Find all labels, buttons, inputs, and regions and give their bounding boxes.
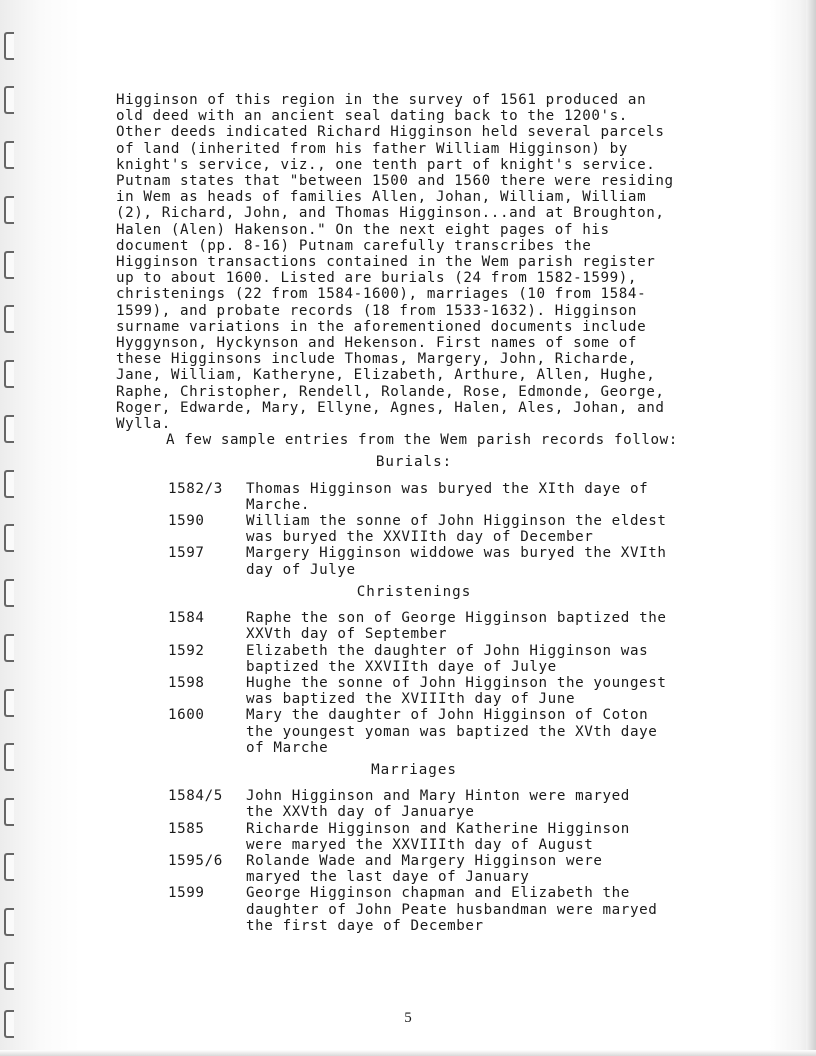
body-paragraph: Higginson of this region in the survey of 1561 produced an old deed with an ancient seal dating back to the 1200's. Other deeds indicated Richard Higginson held several parcels of land (inherited from his father William Higginson) by knight's service, viz., one tenth part of knight's service. Putnam states that "between 1500 and 1560 there were residing in Wem as heads of families Allen, Johan, William, William (2), Richard, John, and Thomas Higginson...and at Broughton, Halen (Alen) Hakenson." On the next eight pages of his document (pp. 8-16) Putnam carefully transcribes the Higginson transactions contained in the Wem parish register up to about 1600. Listed are burials (24 from 1582-1599), christenings (22 from 1584-1600), marriages (10 from 1584- 1599), and probate records (18 from 1533-1632). Higginson surname variations in the aforementioned documents include Hyggynson, Hyckynson and Hekenson. First names of some of these Higginsons include Thomas, Margery, John, Richarde, Jane, William, Katheryne, Elizabeth, Arthure, Allen, Hughe, Raphe, Christopher, Rendell, Rolande, Rose, Edmonde, George, Roger, Edwarde, Mary, Ellyne, Agnes, Halen, Ales, Johan, and Wylla. — [116, 92, 674, 433]
record-year: 1585 — [168, 820, 205, 837]
record-year: 1584 — [168, 610, 205, 627]
binder-hole — [4, 32, 14, 60]
record-text: George Higginson chapman and Elizabeth the daughter of John Peate husbandman were maryed the first daye of December — [246, 885, 658, 934]
binder-hole — [4, 141, 14, 169]
binder-hole — [4, 305, 14, 333]
section-heading-christenings: Christenings — [356, 583, 472, 600]
record-entry — [116, 513, 712, 545]
page-right-edge — [806, 0, 816, 1056]
record-entry — [116, 545, 712, 577]
record-text: Rolande Wade and Margery Higginson were maryed the last daye of January — [246, 852, 603, 886]
record-entry — [116, 788, 712, 820]
record-entry — [116, 821, 712, 853]
record-text: John Higginson and Mary Hinton were maryed the XXVth day of Januarye — [246, 788, 630, 821]
section-heading-burials: Burials: — [375, 454, 453, 471]
page-bottom-edge — [0, 1050, 816, 1056]
record-entry — [116, 675, 712, 707]
record-text: Margery Higginson widdowe was buryed the XVIth day of Julye — [246, 545, 667, 578]
record-year: 1598 — [168, 674, 205, 691]
document-body — [116, 92, 712, 934]
binder-hole — [4, 524, 14, 552]
binder-hole — [4, 579, 14, 607]
record-entry — [116, 707, 712, 756]
christenings-section — [116, 584, 712, 756]
binder-hole — [4, 798, 14, 826]
record-entry — [116, 481, 712, 513]
record-entry — [116, 610, 712, 642]
record-text: Hughe the sonne of John Higginson the youngest was baptized the XVIIIth day of June — [246, 674, 667, 708]
record-year: 1590 — [168, 513, 205, 530]
record-year: 1584/5 — [168, 788, 223, 805]
binder-hole — [4, 196, 14, 224]
record-entry — [116, 853, 712, 885]
record-year: 1582/3 — [168, 480, 223, 497]
record-text: Mary the daughter of John Higginson of Coton the youngest yoman was baptized the XVth daye of Marche — [246, 707, 658, 756]
record-year: 1592 — [168, 642, 205, 659]
intro-line: A few sample entries from the Wem parish records follow: — [166, 432, 678, 449]
record-text: Elizabeth the daughter of John Higginson was baptized the XXVIIth daye of Julye — [246, 642, 649, 675]
binder-holes — [4, 0, 24, 1056]
section-heading-marriages: Marriages — [371, 761, 457, 778]
record-year: 1595/6 — [168, 852, 223, 869]
binder-hole — [4, 470, 14, 498]
record-text: William the sonne of John Higginson the eldest was buryed the XXVIIth day of December — [246, 513, 667, 546]
binder-hole — [4, 908, 14, 936]
record-entry — [116, 643, 712, 675]
record-text: Thomas Higginson was buryed the XIth daye of Marche. — [246, 480, 649, 513]
binder-hole — [4, 360, 14, 388]
binder-hole — [4, 689, 14, 717]
marriages-section — [116, 762, 712, 934]
record-text: Raphe the son of George Higginson baptized the XXVth day of September — [246, 610, 667, 643]
record-entry — [116, 885, 712, 934]
binder-hole — [4, 634, 14, 662]
binder-hole — [4, 962, 14, 990]
binder-hole — [4, 86, 14, 114]
binder-hole — [4, 415, 14, 443]
binder-hole — [4, 853, 14, 881]
binder-hole — [4, 743, 14, 771]
record-text: Richarde Higginson and Katherine Higginson were maryed the XXVIIIth day of August — [246, 820, 630, 853]
record-year: 1600 — [168, 707, 205, 724]
record-year: 1597 — [168, 545, 205, 562]
burials-section — [116, 454, 712, 577]
binder-hole — [4, 251, 14, 279]
page-number: 5 — [404, 1010, 412, 1026]
record-year: 1599 — [168, 885, 205, 902]
